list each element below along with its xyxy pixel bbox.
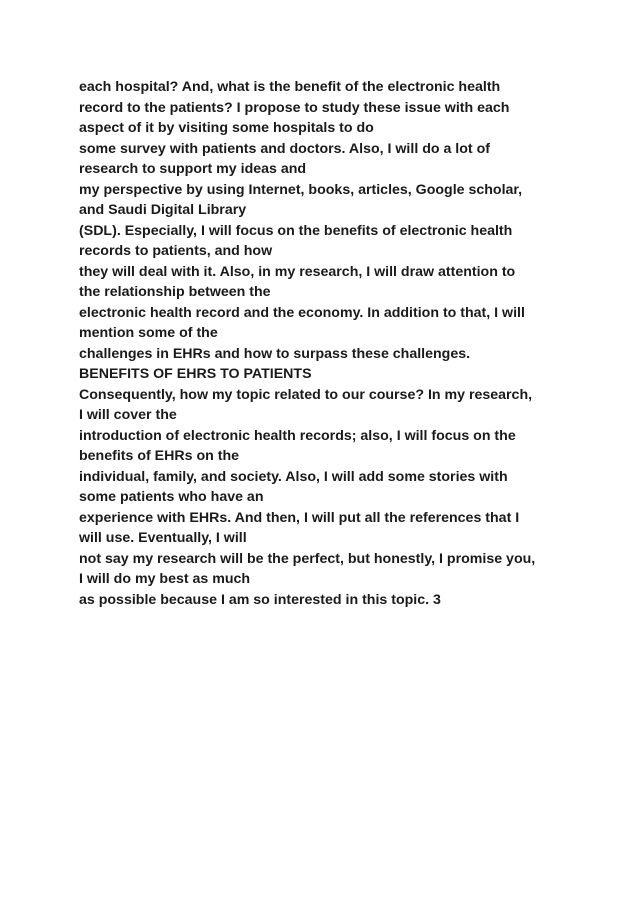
document-text-line: some survey with patients and doctors. Also, I will do a lot of (79, 140, 490, 157)
document-text-line: aspect of it by visiting some hospitals to do (79, 120, 374, 136)
document-text-line: I will cover the (79, 407, 177, 423)
document-text-line: Consequently, how my topic related to our course? In my research, (79, 386, 533, 403)
document-text-line: not say my research will be the perfect, but honestly, I promise you, (79, 550, 536, 567)
document-text-line: and Saudi Digital Library (79, 202, 247, 218)
document-text-line: each hospital? And, what is the benefit of the electronic health (79, 79, 501, 95)
document-text-line: BENEFITS OF EHRS TO PATIENTS (79, 366, 312, 382)
document-text-line: challenges in EHRs and how to surpass these challenges. (79, 345, 471, 362)
document-text-line: (SDL). Especially, I will focus on the benefits of electronic health (79, 222, 513, 239)
document-text-line: mention some of the (79, 325, 218, 341)
document-text-line: some patients who have an (79, 489, 264, 505)
document-text-line: research to support my ideas and (79, 161, 307, 177)
document-text-line: I will do my best as much (79, 571, 251, 587)
document-text-line: records to patients, and how (79, 243, 273, 259)
document-text-line: my perspective by using Internet, books, articles, Google scholar, (79, 181, 523, 198)
document-text-line: individual, family, and society. Also, I will add some stories with (79, 468, 508, 485)
document-text-line: will use. Eventually, I will (79, 530, 247, 546)
document-text-line: benefits of EHRs on the (79, 448, 240, 464)
document-text-line: as possible because I am so interested in this topic. 3 (79, 591, 441, 608)
document-text-line: electronic health record and the economy. In addition to that, I will (79, 304, 525, 321)
document-text-line: the relationship between the (79, 284, 271, 300)
document-text-line: experience with EHRs. And then, I will put all the references that I (79, 509, 520, 526)
document-text-line: introduction of electronic health records; also, I will focus on the (79, 427, 516, 444)
document-text-line: they will deal with it. Also, in my research, I will draw attention to (79, 263, 516, 280)
document-body-text (79, 77, 579, 610)
document-text-line: record to the patients? I propose to study these issue with each (79, 99, 510, 116)
